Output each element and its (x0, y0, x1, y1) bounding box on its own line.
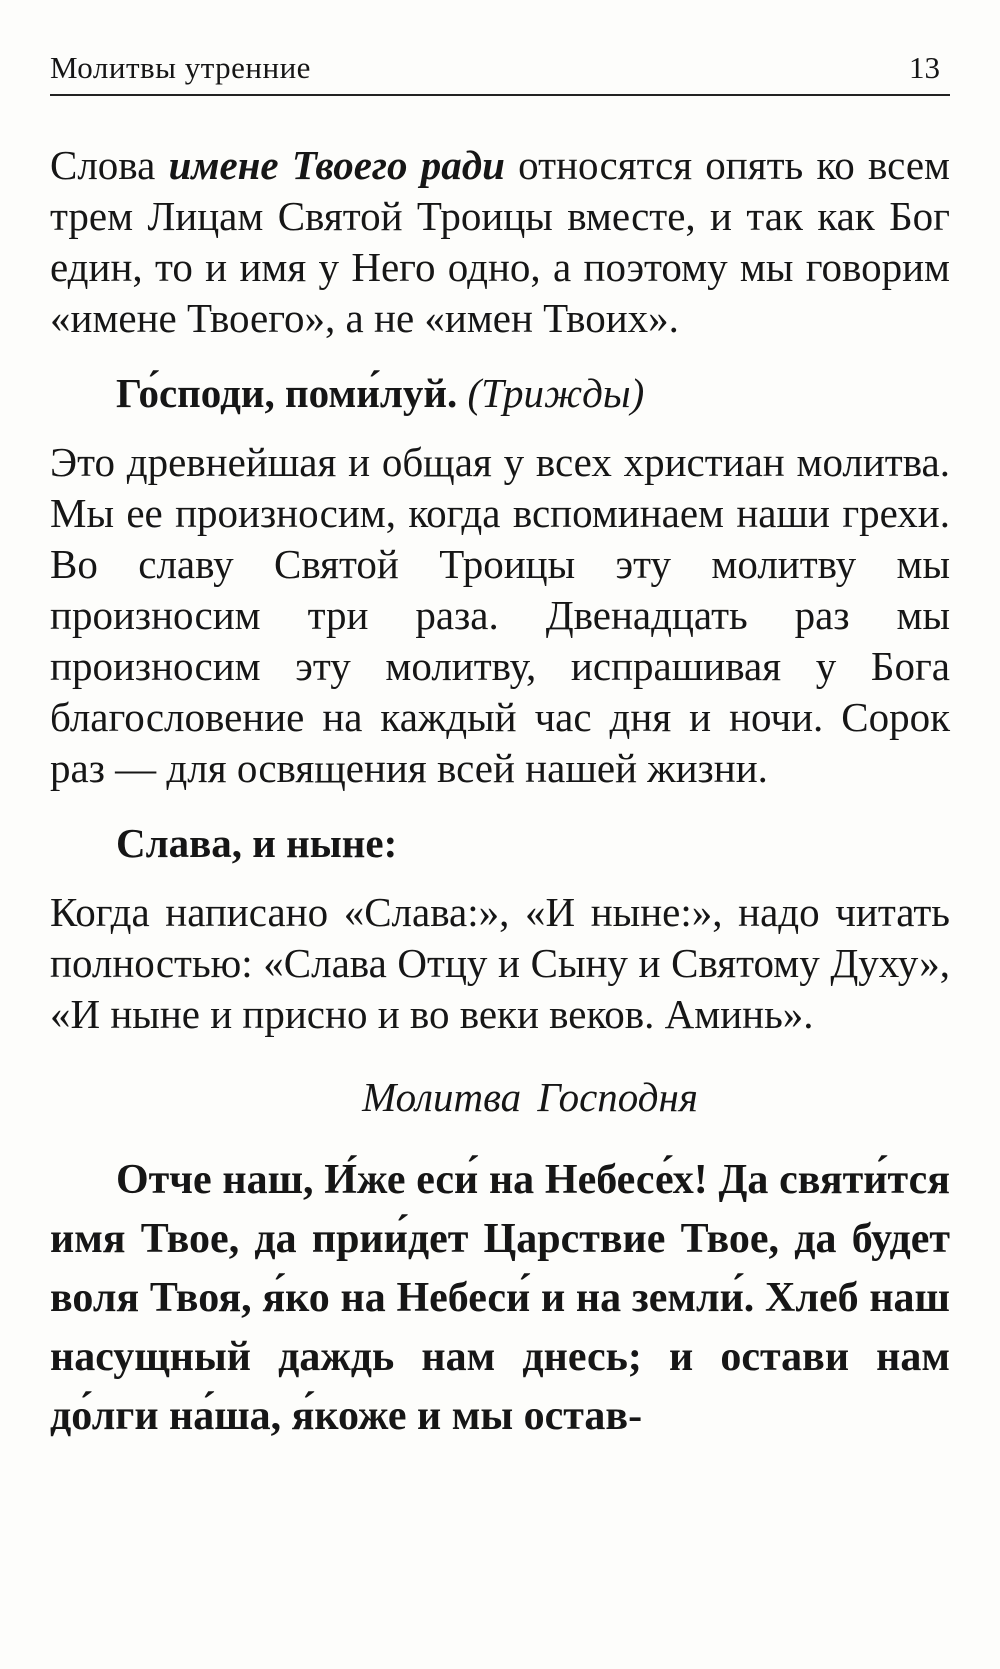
paragraph-glory: Когда написано «Слава:», «И ныне:», надо читать полностью: «Слава Отцу и Сыну и Святому Духу», «И ныне и присно и во веки веков. Аминь». (50, 889, 950, 1037)
paragraph-name-explanation (50, 140, 950, 344)
book-page (50, 38, 950, 1446)
paragraph-lead: Слова (50, 142, 169, 188)
page-header (50, 38, 950, 96)
paragraph-lord-have-mercy: Это древнейшая и общая у всех христиан молитва. Мы ее произносим, когда вспоминаем наши грехи. Во славу Святой Троицы эту молитву мы произносим три раза. Двенадцать раз мы произносим эту молитву, испрашивая у Бога благословение на каждый час дня и ночи. Сорок раз — для освящения всей нашей жизни. (50, 439, 950, 791)
page-number: 13 (909, 50, 940, 85)
heading-title: Слава, и ныне: (116, 820, 398, 866)
heading-lord-have-mercy (116, 368, 950, 419)
emphasis-phrase: имене Твоего ради (168, 142, 505, 188)
paragraph-rest: относятся опять ко всем трем Лицам Святой Троицы вместе, и так как Бог един, то и имя у Него одно, а поэтому мы говорим «имене Твоего», а не «имен Твоих». (50, 142, 950, 341)
running-title: Молитвы утренние (50, 50, 311, 85)
prayer-text: Отче наш, И́же еси́ на Небесе́х! Да святи́тся имя Твое, да прии́дет Царствие Твое, да будет воля Твоя, я́ко на Небеси́ и на земли́. Хлеб наш насущный даждь нам днесь; и остави нам до́лги на́ша, я́коже и мы остав- (50, 1157, 950, 1439)
heading-note: (Трижды) (467, 370, 645, 416)
heading-glory (116, 818, 950, 869)
section-title: Молитва Господня (362, 1074, 698, 1120)
heading-title: Го́споди, поми́луй. (116, 370, 458, 416)
